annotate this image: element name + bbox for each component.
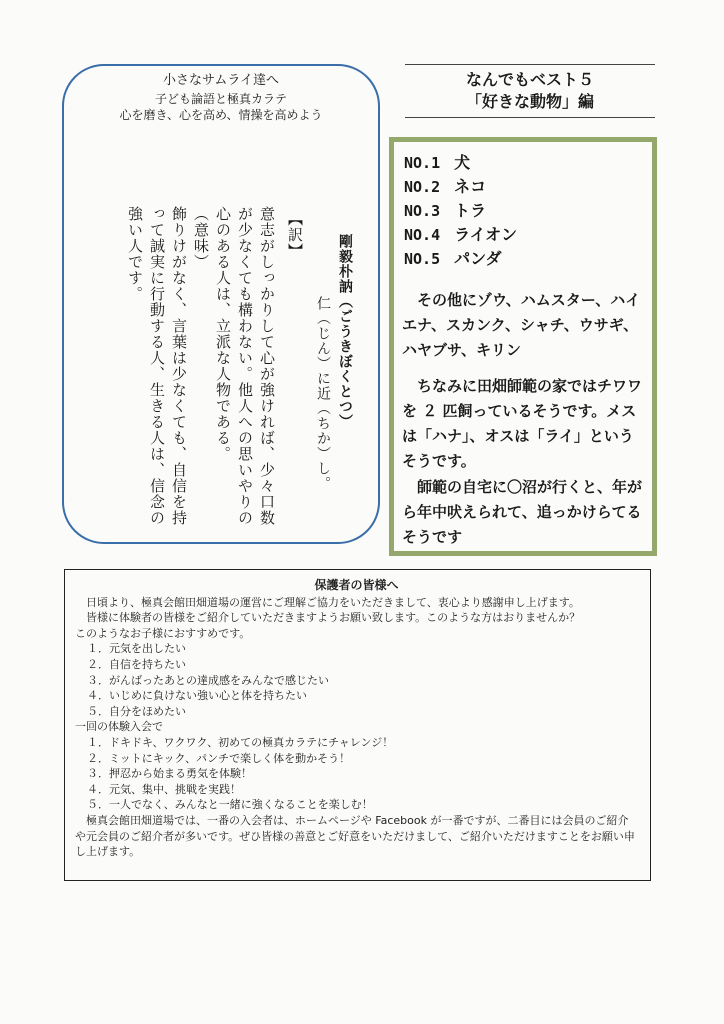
trial-item: １．ドキドキ、ワクワク、初めての極真カラテにチャレンジ！ <box>87 735 394 749</box>
notice-request: 皆様に体験者の皆様をご紹介していただきますようお願い致します。このような方はおりませんか？ <box>86 611 581 625</box>
samurai-title: 小さなサムライ達へ <box>163 73 279 88</box>
rank-animal: 犬 <box>454 153 471 172</box>
benefit-item: ４．いじめに負けない強い心と体を持ちたい <box>87 689 307 703</box>
benefit-item: ５．自分をほめたい <box>87 704 186 718</box>
rank-animal: ライオン <box>454 225 518 244</box>
best5-title <box>405 64 655 118</box>
rank-animal: トラ <box>454 201 487 220</box>
trial-item: ４．元気、集中、挑戦を実践！ <box>87 782 241 796</box>
rank-number: NO.4 <box>404 226 441 244</box>
notice-greeting: 日頃より、極真会館田畑道場の運営にご理解ご協力をいただきまして、衷心より感謝申し上げます。 <box>86 595 580 609</box>
notice-closing: 極真会館田畑道場では、一番の入会者は、ホームページや Facebook が一番ですが、二番目には会員のご紹介や元会員のご紹介者が多いです。ぜひ皆様の善意とご好意をいただけまして、ご紹介いただけますことをお願い申し上げます。 <box>75 813 635 859</box>
notice-title: 保護者の皆様へ <box>314 578 399 592</box>
explanation-block <box>124 206 278 536</box>
samurai-motto: 心を磨き、心を高め、情操を高めよう <box>119 108 323 122</box>
rank-item <box>404 174 486 197</box>
notice-recommend: このようなお子様におすすめです。 <box>75 626 251 640</box>
rank-number: NO.2 <box>404 178 441 196</box>
rank-item <box>404 198 486 221</box>
rank-item <box>404 150 470 173</box>
trial-item: ５．一人でなく、みんなと一緒に強くなることを楽しむ！ <box>87 798 373 812</box>
best5-title-line2: 「好きな動物」編 <box>465 92 594 111</box>
translation-text: 意志がしっかりして心が強ければ、少々口数が少なくても構わない。他人への思いやりの心のある人は、立派な人物である。 <box>214 206 276 526</box>
benefit-item: １．元気を出したい <box>87 642 186 656</box>
analects-quote-line2: 仁（じん）に近（ちか）し。 <box>315 296 331 491</box>
dog-chase-note: 師範の自宅に〇沼が行くと、年がら年中吠えられて、追っかけらてるそうです <box>402 478 643 546</box>
rank-number: NO.1 <box>404 154 441 172</box>
benefit-item: ２．自信を持ちたい <box>87 657 186 671</box>
parents-notice <box>64 569 651 881</box>
analects-quote-line1: 剛毅朴訥（ごうきぼくとつ） <box>337 234 353 429</box>
chihuahua-note: ちなみに田畑師範の家ではチワワを ２ 匹飼っているそうです。メスは「ハナ」、オスは「ライ」というそうです。 <box>402 377 643 470</box>
rank-item <box>404 246 502 269</box>
samurai-panel <box>62 64 380 544</box>
samurai-subtitle: 子ども論語と極真カラテ <box>154 92 287 106</box>
translation-heading: 【訳】 <box>286 211 304 259</box>
other-animals-text: その他にゾウ、ハムスター、ハイエナ、スカンク、シャチ、ウサギ、ハヤブサ、キリン <box>402 291 641 359</box>
trial-item: ２．ミットにキック、パンチで楽しく体を動かそう！ <box>87 751 351 765</box>
rank-number: NO.3 <box>404 202 441 220</box>
trial-item: ３．押忍から始まる勇気を体験！ <box>87 767 252 781</box>
trial-heading: 一回の体験入会で <box>75 720 163 734</box>
meaning-text: 飾りけがなく、言葉は少なくても、自信を持って誠実に行動する人、生きる人は、信念の強い人です。 <box>126 206 188 526</box>
best5-title-line1: なんでもベスト５ <box>465 70 594 89</box>
rank-item <box>404 222 517 245</box>
rank-number: NO.5 <box>404 250 441 268</box>
rank-animal: ネコ <box>454 177 487 196</box>
meaning-heading: （意味） <box>192 206 210 270</box>
rank-animal: パンダ <box>454 249 502 268</box>
benefit-item: ３．がんばったあとの達成感をみんなで感じたい <box>87 673 329 687</box>
best5-panel <box>389 137 657 556</box>
